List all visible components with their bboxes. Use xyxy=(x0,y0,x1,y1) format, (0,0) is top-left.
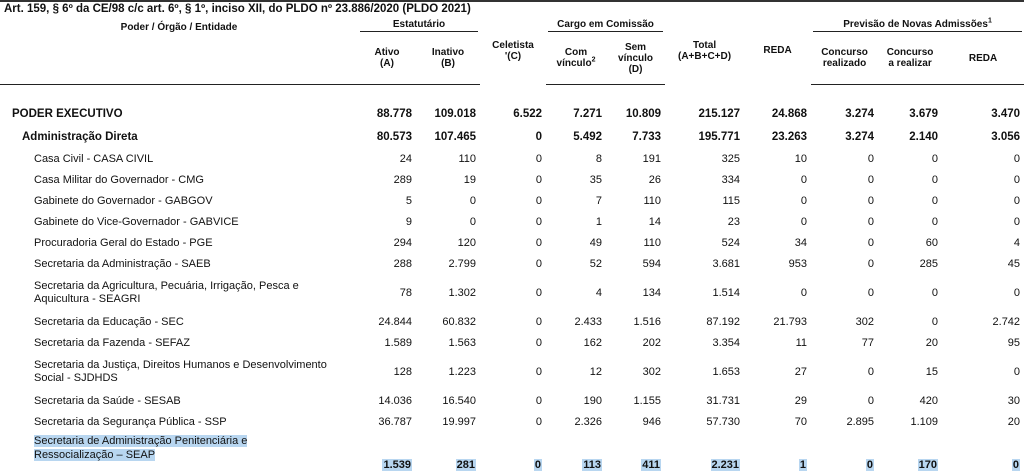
cell-total: 195.771 xyxy=(698,130,741,143)
cell-reda-previsao: 30 xyxy=(1007,394,1021,407)
cell-reda-previsao: 45 xyxy=(1007,257,1021,270)
header-concurso-realizar: Concurso a realizar xyxy=(878,32,942,85)
row-entity: Secretaria da Justiça, Direitos Humanos e Desenvolvimento Social - SJDHDS xyxy=(34,358,327,384)
row-entity: Procuradoria Geral do Estado - PGE xyxy=(34,236,213,249)
cell-com-vinculo: 7.271 xyxy=(573,107,603,120)
cell-ativo: 9 xyxy=(405,215,412,228)
cell-concurso-realizado: 0 xyxy=(867,236,875,249)
row-entity: Secretaria da Saúde - SESAB xyxy=(34,394,181,407)
cell-ativo: 128 xyxy=(393,365,412,378)
cell-concurso-realizar: 170 xyxy=(918,459,938,471)
cell-concurso-realizar: 15 xyxy=(925,365,939,378)
cell-concurso-realizar: 2.140 xyxy=(909,130,939,143)
cell-inativo: 110 xyxy=(458,152,477,165)
row-entity: Secretaria da Administração - SAEB xyxy=(34,257,211,270)
cell-celetista: 0 xyxy=(535,315,543,328)
cell-concurso-realizado: 302 xyxy=(855,315,875,328)
cell-celetista: 0 xyxy=(535,152,543,165)
table-row-selected xyxy=(0,432,1024,474)
cell-inativo: 1.223 xyxy=(448,365,477,378)
cell-com-vinculo: 1 xyxy=(595,215,603,228)
cell-total: 2.231 xyxy=(711,459,740,471)
cell-inativo: 19 xyxy=(463,173,477,186)
cell-concurso-realizar: 0 xyxy=(931,173,939,186)
cell-concurso-realizado: 3.274 xyxy=(845,130,875,143)
cell-celetista: 0 xyxy=(535,286,543,299)
cell-reda-previsao: 2.742 xyxy=(992,315,1021,328)
row-entity: PODER EXECUTIVO xyxy=(12,107,123,120)
cell-com-vinculo: 8 xyxy=(595,152,603,165)
cell-total: 524 xyxy=(721,236,741,249)
cell-concurso-realizado: 0 xyxy=(866,459,874,471)
cell-concurso-realizado: 0 xyxy=(867,173,875,186)
cell-com-vinculo: 113 xyxy=(583,459,602,471)
cell-concurso-realizado: 0 xyxy=(867,286,875,299)
cell-sem-vinculo: 411 xyxy=(642,459,661,471)
cell-concurso-realizar: 285 xyxy=(919,257,939,270)
cell-total: 1.514 xyxy=(712,286,741,299)
cell-reda: 70 xyxy=(794,415,808,428)
cell-ativo: 14.036 xyxy=(378,394,412,407)
row-entity: Gabinete do Vice-Governador - GABVICE xyxy=(34,215,239,228)
cell-sem-vinculo: 134 xyxy=(642,286,662,299)
table-row xyxy=(0,274,1024,311)
table-row xyxy=(0,211,1024,232)
cell-reda: 34 xyxy=(794,236,808,249)
cell-reda: 24.868 xyxy=(771,107,808,120)
cell-reda-previsao: 4 xyxy=(1013,236,1021,249)
cell-inativo: 1.563 xyxy=(448,336,477,349)
cell-inativo: 1.302 xyxy=(448,286,477,299)
cell-ativo: 5 xyxy=(405,194,412,207)
cell-com-vinculo: 5.492 xyxy=(573,130,603,143)
cell-ativo: 88.778 xyxy=(376,107,412,120)
header-sem-vinculo: Sem vínculo (D) xyxy=(606,32,665,85)
header-reda: REDA xyxy=(763,45,792,57)
cell-reda-previsao: 0 xyxy=(1013,152,1021,165)
cell-concurso-realizado: 0 xyxy=(867,152,875,165)
cell-sem-vinculo: 594 xyxy=(642,257,662,270)
cell-total: 31.731 xyxy=(706,394,741,407)
table-row xyxy=(0,353,1024,390)
table-row xyxy=(0,125,1024,148)
cell-celetista: 0 xyxy=(535,194,543,207)
cell-sem-vinculo: 946 xyxy=(642,415,662,428)
cell-ativo: 289 xyxy=(393,173,412,186)
cell-ativo: 1.539 xyxy=(383,459,411,471)
cell-concurso-realizado: 0 xyxy=(867,194,875,207)
row-entity: Secretaria da Educação - SEC xyxy=(34,315,184,328)
cell-sem-vinculo: 110 xyxy=(643,194,662,207)
cell-inativo: 0 xyxy=(469,194,477,207)
cell-concurso-realizado: 2.895 xyxy=(846,415,875,428)
cell-inativo: 0 xyxy=(469,215,477,228)
table-row xyxy=(0,311,1024,332)
table-row xyxy=(0,253,1024,274)
cell-reda-previsao: 0 xyxy=(1013,173,1021,186)
cell-total: 215.127 xyxy=(698,107,741,120)
cell-concurso-realizar: 0 xyxy=(931,286,939,299)
cell-reda: 11 xyxy=(795,336,808,349)
cell-sem-vinculo: 1.155 xyxy=(633,394,662,407)
header-group-estatutario: Estatutário xyxy=(358,17,480,32)
header-group-cargo: Cargo em Comissão xyxy=(546,17,665,32)
cell-concurso-realizado: 0 xyxy=(867,365,875,378)
document-title: Art. 159, § 6º da CE/98 c/c art. 6º, § 1º, inciso XII, do PLDO nº 23.886/2020 (PLDO 2021) xyxy=(4,3,471,15)
cell-reda: 0 xyxy=(800,173,808,186)
cell-inativo: 60.832 xyxy=(442,315,477,328)
cell-com-vinculo: 49 xyxy=(589,236,603,249)
row-entity: Gabinete do Governador - GABGOV xyxy=(34,194,213,207)
cell-ativo: 294 xyxy=(393,236,412,249)
cell-concurso-realizar: 1.109 xyxy=(910,415,939,428)
top-rule xyxy=(0,0,1024,2)
cell-sem-vinculo: 191 xyxy=(642,152,662,165)
cell-com-vinculo: 190 xyxy=(583,394,603,407)
cell-reda: 0 xyxy=(800,215,808,228)
row-entity: Secretaria da Fazenda - SEFAZ xyxy=(34,336,190,349)
cell-reda-previsao: 95 xyxy=(1007,336,1021,349)
header-com-vinculo: Com vínculo$^2$ xyxy=(546,32,606,85)
cell-inativo: 120 xyxy=(457,236,477,249)
cell-concurso-realizar: 20 xyxy=(925,336,939,349)
cell-celetista: 0 xyxy=(535,130,543,143)
cell-concurso-realizar: 0 xyxy=(931,215,939,228)
cell-com-vinculo: 12 xyxy=(589,365,603,378)
cell-sem-vinculo: 14 xyxy=(648,215,662,228)
cell-reda: 21.793 xyxy=(773,315,808,328)
row-entity: Secretaria da Agricultura, Pecuária, Irrigação, Pesca e Aquicultura - SEAGRI xyxy=(34,279,299,305)
cell-ativo: 1.589 xyxy=(384,336,412,349)
cell-com-vinculo: 35 xyxy=(589,173,603,186)
cell-com-vinculo: 2.326 xyxy=(574,415,603,428)
staff-table xyxy=(0,17,1024,474)
cell-com-vinculo: 2.433 xyxy=(574,315,603,328)
cell-reda: 23.263 xyxy=(771,130,808,143)
cell-inativo: 16.540 xyxy=(442,394,477,407)
cell-inativo: 109.018 xyxy=(434,107,477,120)
header-row-groups xyxy=(0,17,1024,32)
cell-sem-vinculo: 10.809 xyxy=(625,107,662,120)
row-entity: Casa Civil - CASA CIVIL xyxy=(34,152,154,165)
cell-total: 115 xyxy=(722,194,741,207)
cell-reda: 1 xyxy=(799,459,807,471)
cell-reda: 0 xyxy=(800,286,808,299)
cell-celetista: 0 xyxy=(535,257,543,270)
cell-reda-previsao: 0 xyxy=(1013,215,1021,228)
cell-reda: 10 xyxy=(794,152,808,165)
cell-inativo: 2.799 xyxy=(448,257,477,270)
cell-concurso-realizado: 0 xyxy=(867,215,875,228)
header-reda-previsao: REDA xyxy=(942,32,1024,85)
cell-reda: 29 xyxy=(794,394,808,407)
header-ativo: Ativo (A) xyxy=(358,32,416,85)
cell-celetista: 0 xyxy=(535,215,543,228)
cell-concurso-realizado: 77 xyxy=(861,336,875,349)
cell-sem-vinculo: 302 xyxy=(642,365,662,378)
cell-ativo: 78 xyxy=(399,286,412,299)
header-inativo: Inativo (B) xyxy=(416,32,480,85)
cell-concurso-realizado: 0 xyxy=(867,394,875,407)
cell-ativo: 80.573 xyxy=(376,130,412,143)
table-row xyxy=(0,390,1024,411)
table-row xyxy=(0,190,1024,211)
cell-total: 87.192 xyxy=(706,315,741,328)
cell-inativo: 281 xyxy=(456,459,476,471)
cell-reda: 953 xyxy=(788,257,808,270)
row-entity: Secretaria de Administração Penitenciária e Ressocialização – SEAP xyxy=(34,435,248,461)
cell-com-vinculo: 162 xyxy=(583,336,603,349)
table-row xyxy=(0,232,1024,253)
cell-concurso-realizar: 0 xyxy=(931,194,939,207)
cell-com-vinculo: 4 xyxy=(595,286,603,299)
cell-concurso-realizar: 420 xyxy=(919,394,939,407)
spacer-row xyxy=(0,85,1024,103)
cell-com-vinculo: 7 xyxy=(595,194,603,207)
cell-reda-previsao: 0 xyxy=(1013,365,1021,378)
cell-sem-vinculo: 110 xyxy=(643,236,662,249)
cell-ativo: 36.787 xyxy=(378,415,412,428)
cell-sem-vinculo: 7.733 xyxy=(632,130,662,143)
row-entity: Casa Militar do Governador - CMG xyxy=(34,173,204,186)
cell-inativo: 107.465 xyxy=(434,130,477,143)
table-row xyxy=(0,102,1024,125)
cell-concurso-realizar: 3.679 xyxy=(909,107,939,120)
cell-total: 57.730 xyxy=(706,415,741,428)
cell-reda: 27 xyxy=(794,365,808,378)
cell-sem-vinculo: 26 xyxy=(648,173,662,186)
cell-reda-previsao: 3.056 xyxy=(991,130,1021,143)
cell-total: 3.681 xyxy=(712,257,741,270)
header-total: Total (A+B+C+D) xyxy=(677,39,732,62)
cell-reda-previsao: 20 xyxy=(1007,415,1021,428)
cell-total: 23 xyxy=(727,215,741,228)
cell-com-vinculo: 52 xyxy=(589,257,603,270)
cell-reda-previsao: 0 xyxy=(1013,286,1021,299)
cell-total: 334 xyxy=(721,173,741,186)
cell-sem-vinculo: 202 xyxy=(642,336,662,349)
cell-total: 1.653 xyxy=(712,365,741,378)
cell-reda-previsao: 3.470 xyxy=(991,107,1021,120)
row-entity: Secretaria da Segurança Pública - SSP xyxy=(34,415,227,428)
header-concurso-realizado: Concurso realizado xyxy=(811,32,878,85)
header-group-previsao: Previsão de Novas Admissões$^1$ xyxy=(811,17,1024,32)
cell-total: 3.354 xyxy=(712,336,741,349)
table-row xyxy=(0,332,1024,353)
cell-celetista: 0 xyxy=(535,336,543,349)
cell-reda-previsao: 0 xyxy=(1012,459,1020,471)
header-entity: Poder / Órgão / Entidade xyxy=(0,17,358,85)
table-row xyxy=(0,411,1024,432)
cell-concurso-realizar: 60 xyxy=(925,236,939,249)
cell-celetista: 0 xyxy=(535,236,543,249)
cell-ativo: 24.844 xyxy=(378,315,412,328)
cell-inativo: 19.997 xyxy=(442,415,477,428)
cell-concurso-realizado: 0 xyxy=(867,257,875,270)
cell-celetista: 0 xyxy=(535,394,543,407)
cell-celetista: 0 xyxy=(535,365,543,378)
cell-reda: 0 xyxy=(800,194,808,207)
cell-sem-vinculo: 1.516 xyxy=(633,315,662,328)
header-celetista: Celetista '(C) xyxy=(492,39,534,62)
cell-celetista: 0 xyxy=(535,173,543,186)
row-entity: Administração Direta xyxy=(22,130,138,143)
cell-concurso-realizar: 0 xyxy=(931,315,939,328)
table-row xyxy=(0,148,1024,169)
cell-reda-previsao: 0 xyxy=(1013,194,1021,207)
table-row xyxy=(0,169,1024,190)
cell-ativo: 288 xyxy=(393,257,412,270)
cell-celetista: 6.522 xyxy=(513,107,543,120)
cell-total: 325 xyxy=(721,152,741,165)
cell-ativo: 24 xyxy=(399,152,412,165)
cell-celetista: 0 xyxy=(534,459,542,471)
cell-celetista: 0 xyxy=(535,415,543,428)
cell-concurso-realizado: 3.274 xyxy=(845,107,875,120)
cell-concurso-realizar: 0 xyxy=(931,152,939,165)
